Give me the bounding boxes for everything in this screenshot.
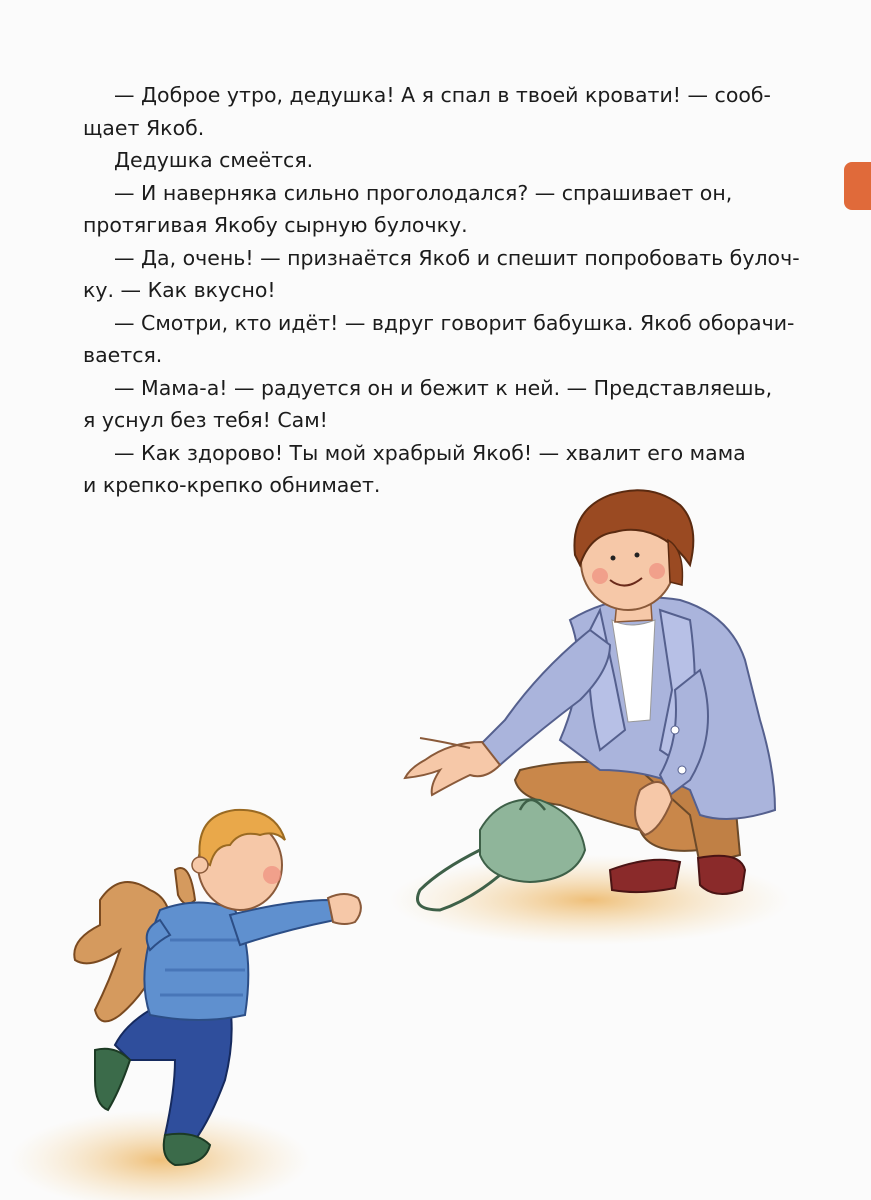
text-line: я уснул без тебя! Сам! [83,408,328,432]
boy-figure [74,810,361,1165]
text-line: — Как здорово! Ты мой храбрый Якоб! — хвалит его мама [114,440,746,465]
text-line: — Да, очень! — признаётся Якоб и спешит попробовать булоч- [114,245,800,270]
text-line: щает Якоб. [83,115,205,140]
text-line: вается. [83,343,163,367]
text-line: — Мама-а! — радуется он и бежит к ней. — Представляешь, [114,375,773,400]
text-line: Дедушка смеётся. [114,148,314,172]
text-line: протягивая Якобу сырную булочку. [83,213,468,237]
chapter-tab-marker [844,162,871,210]
text-line: — Смотри, кто идёт! — вдруг говорит бабушка. Якоб оборачи- [114,310,795,335]
text-line: ку. — Как вкусно! [83,278,276,302]
story-text [83,79,800,502]
text-line: — Доброе утро, дедушка! А я спал в твоей кровати! — сооб- [114,83,771,107]
illustration-mother-and-boy [0,470,871,1200]
mother-figure [405,490,775,894]
ground-shadow-left [10,1110,310,1200]
text-line: и крепко-крепко обнимает. [83,473,381,497]
text-line: — И наверняка сильно проголодался? — спрашивает он, [114,180,733,205]
